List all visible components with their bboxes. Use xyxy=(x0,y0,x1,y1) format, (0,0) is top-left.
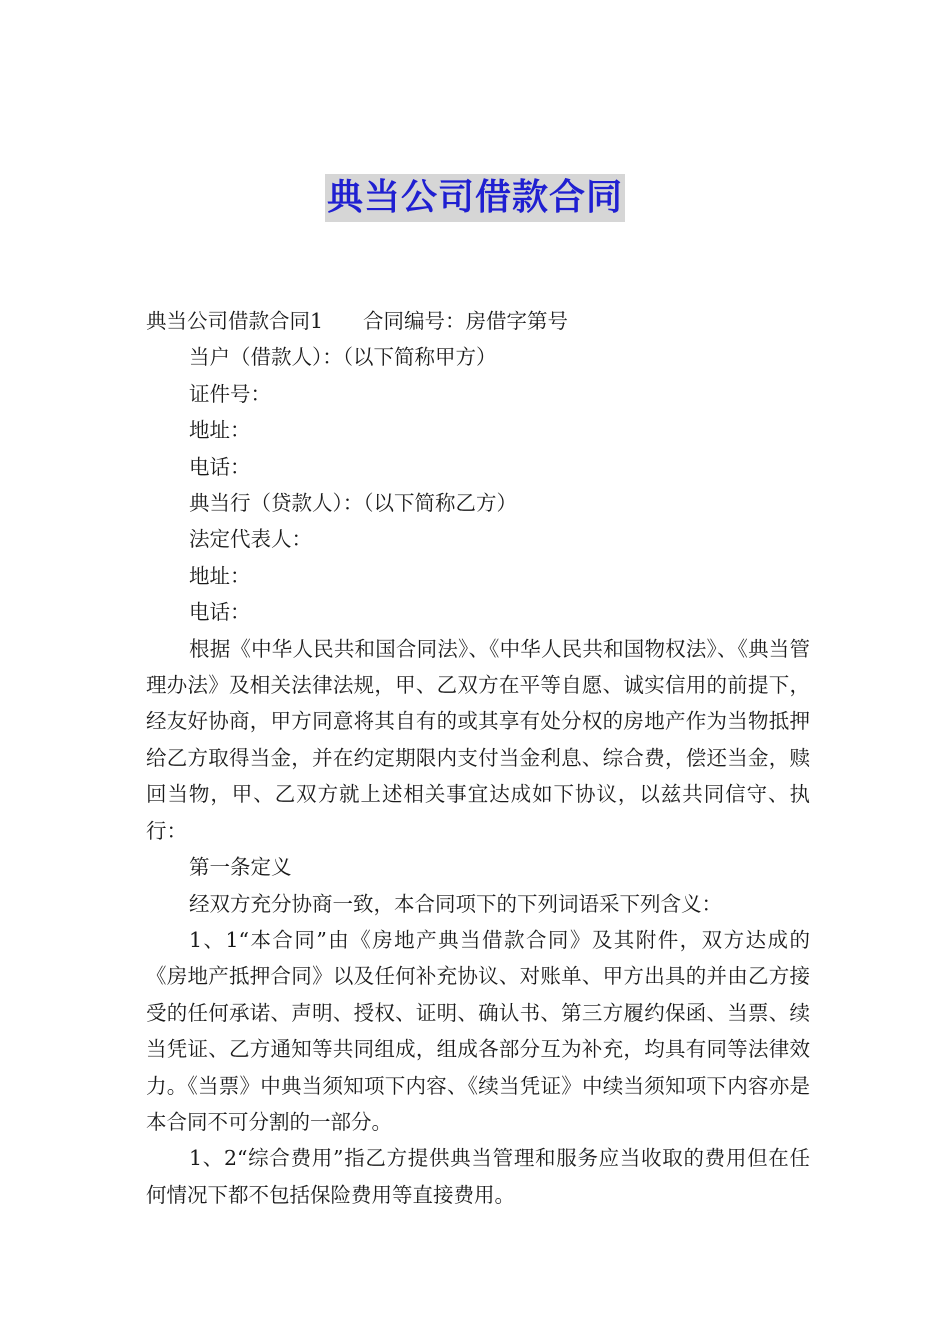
field-legal-representative: 法定代表人： xyxy=(189,527,312,552)
field-id-number: 证件号： xyxy=(189,381,271,406)
document-title: 典当公司借款合同 xyxy=(325,174,625,222)
intro-paragraph: 根据《中华人民共和国合同法》、《中华人民共和国物权法》、《典当管理办法》及相关法律法规，甲、乙双方在平等自愿、诚实信用的前提下，经友好协商，甲方同意将其自有的或其享有处分权的房地产作为当物抵押给乙方取得当金，并在约定期限内支付当金利息、综合费，偿还当金，赎回当物，甲、乙双方就上述相关事宜达成如下协议，以兹共同信守、执行： xyxy=(146,636,810,843)
title-container xyxy=(0,174,950,222)
field-lender-address: 地址： xyxy=(189,563,251,588)
article-1-title: 第一条定义 xyxy=(189,855,292,880)
field-lender: 典当行（贷款人）：（以下简称乙方） xyxy=(189,491,517,516)
contract-number: 合同编号：房借字第号 xyxy=(363,309,569,333)
document-body xyxy=(146,303,810,1213)
field-borrower-address: 地址： xyxy=(189,418,251,443)
field-lender-phone: 电话： xyxy=(189,600,251,625)
clause-1-2: 1、2“综合费用”指乙方提供典当管理和服务应当收取的费用但在任何情况下都不包括保险费用等直接费用。 xyxy=(146,1146,810,1207)
field-borrower-phone: 电话： xyxy=(189,454,251,479)
clause-1-1: 1、1“本合同”由《房地产典当借款合同》及其附件，双方达成的《房地产抵押合同》以及任何补充协议、对账单、甲方出具的并由乙方接受的任何承诺、声明、授权、证明、确认书、第三方履约保函、当票、续当凭证、乙方通知等共同组成，组成各部分互为补充，均具有同等法律效力。《当票》中典当须知项下内容、《续当凭证》中续当须知项下内容亦是本合同不可分割的一部分。 xyxy=(146,927,810,1134)
heading-line xyxy=(146,303,810,339)
contract-name: 典当公司借款合同1 xyxy=(146,309,324,333)
article-1-intro: 经双方充分协商一致，本合同项下的下列词语采下列含义： xyxy=(189,891,722,916)
field-borrower: 当户（借款人）：（以下简称甲方） xyxy=(189,345,497,370)
